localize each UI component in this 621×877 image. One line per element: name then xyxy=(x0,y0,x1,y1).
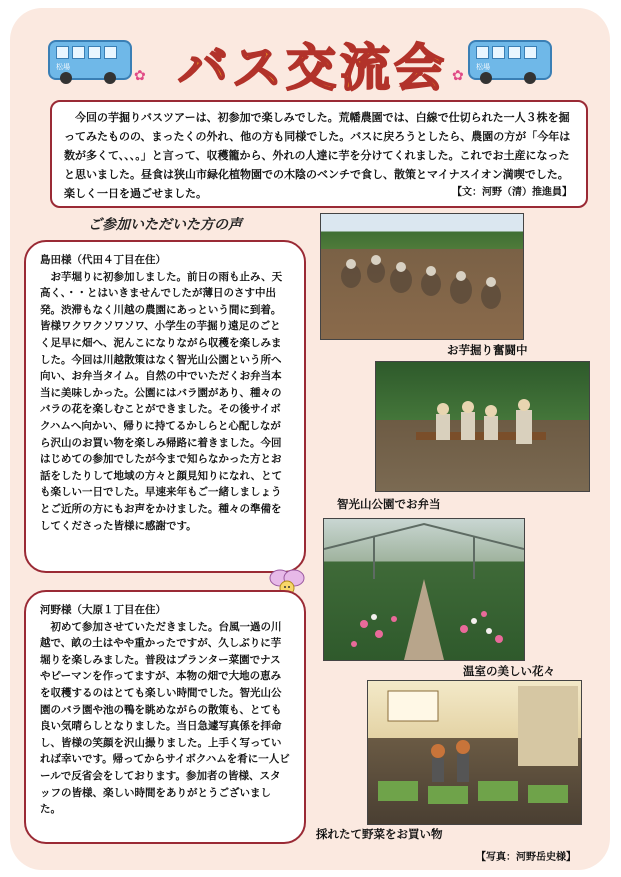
voice-box-shimada xyxy=(24,240,306,573)
page-title: バス交流会 xyxy=(178,39,448,97)
vegetable-shopping-photo xyxy=(367,680,582,825)
bus-illustration-left xyxy=(48,40,130,86)
photo-caption: お芋掘り奮闘中 xyxy=(447,343,528,357)
voice-box-kono xyxy=(24,590,306,844)
intro-text: 今回の芋掘りバスツアーは、初参加で楽しみでした。荒幡農園では、白線で仕切られた一人３株を掘ってみたものの、まったくの外れ、他の方も同様でした。バスに戻ろうとしたら、農園の方が「今年は数が多くて、、、。」と言って、収穫籠から、外れの人達に芋を分けてくれました。これでお土産になったと思いました。昼食は狭山市緑化植物園での木陰のベンチで食し、散策とマイナスイオン満喫でした。楽しく一日を過ごせました。 xyxy=(64,111,571,200)
intro-credit: 【文：河野（清）推進員】 xyxy=(452,187,572,198)
newsletter-page xyxy=(10,8,610,870)
bus-sign-right: 松場 xyxy=(476,63,490,71)
voice-name: 河野様（大原１丁目在住） xyxy=(40,604,166,616)
photo-credit: 【写真：河野岳史様】 xyxy=(476,852,576,863)
voice-text: 初めて参加させていただきました。台風一過の川越で、畝の土はやや重かったですが、久しぶりに芋堀りを楽しみました。普段はプランター菜園でナスやピーマンを作ってますが、本物の畑で大地の恵みを収穫するのはとても楽しい時間でした。智光山公園のバラ園や池の鴨を眺めながらの散策も、とても良い気晴らしとなりました。当日急遽写真係を拝命し、皆様の笑顔を沢山撮りました。上手く写っていれば幸いです。帰ってからサイボクハムを肴に一人ビールで反省会をしております。参加者の皆様、スタッフの皆様、楽しい時間をありがとうございました。 xyxy=(40,620,290,816)
potato-digging-photo xyxy=(320,213,524,340)
section-heading: ご参加いただいた方の声 xyxy=(88,217,242,233)
voice-text: お芋堀りに初参加しました。前日の雨も止み、天高く、・・とはいきませんでしたが薄日のさす中出発。渋滞もなく川越の農園にあっという間に到着。皆様ワクワクソワソワ、小学生の芋掘り遠足のごとく足早に畑へ、泥んこになりながら収穫を楽しみました。今回は川越散策はなく智光山公園という所へ向い、お弁当タイム。自然の中でいただくお弁当本当に美味しかった。公園にはバラ園があり、種々のバラの花を楽しむことができました。その後サイボクハムへ向かい、帰りに持てるかしらと心配しながら沢山のお買い物を楽しみ帰路に着きました。今回はじめての参加でしたが今まで知らなかった方とお話をしたりして地域の方々と顔見知りになれ、とても楽しい一日でした。早速来年もご一緒しましょうとご近所の方にもお声をかけました。種々の準備をしてくださった皆様に感謝です。 xyxy=(40,270,283,532)
photo-caption: 温室の美しい花々 xyxy=(463,664,555,678)
voice-name: 島田様（代田４丁目在住） xyxy=(40,254,166,266)
photo-caption: 智光山公園でお弁当 xyxy=(337,497,441,511)
flower-icon: ✿ xyxy=(452,68,464,84)
flower-icon: ✿ xyxy=(134,68,146,84)
park-lunch-photo xyxy=(375,361,590,492)
intro-box xyxy=(50,100,588,208)
photo-caption: 採れたて野菜をお買い物 xyxy=(316,827,443,841)
bus-sign-left: 松場 xyxy=(56,63,70,71)
greenhouse-flowers-photo xyxy=(323,518,525,661)
bus-illustration-right xyxy=(468,40,550,86)
